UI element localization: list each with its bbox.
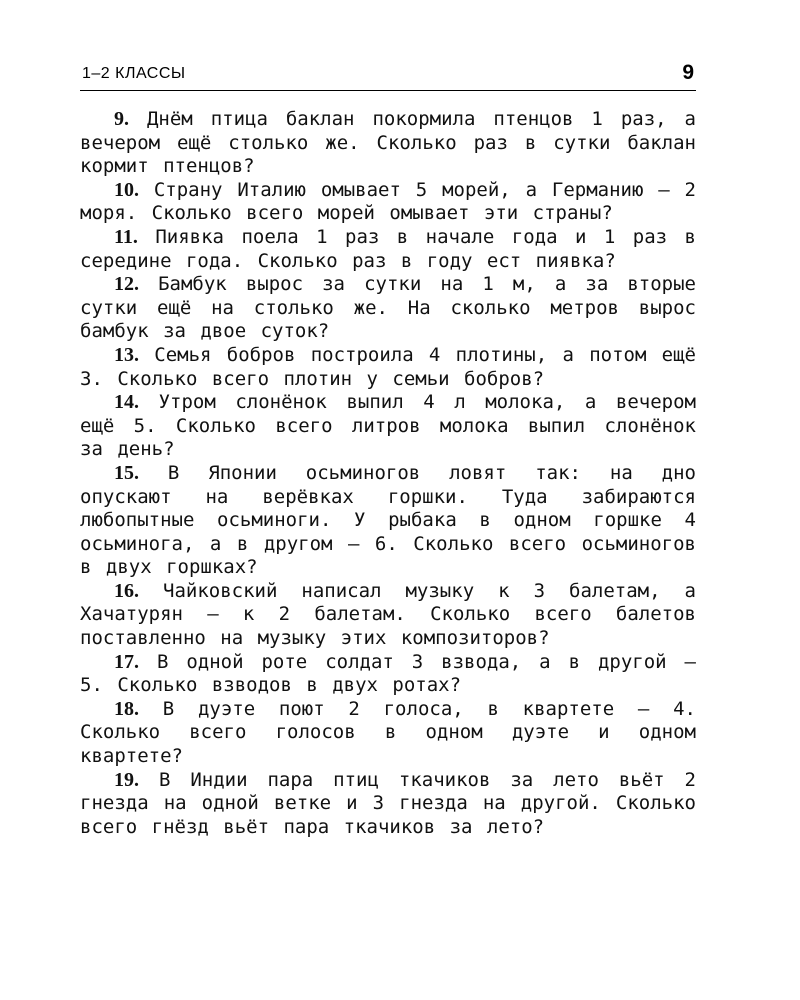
problem-18 (80, 698, 696, 769)
problem-number: 9. (114, 108, 129, 130)
problem-text: Пиявка поела 1 раз в начале года и 1 раз в середине года. Сколько раз в году ест пиявка? (80, 225, 696, 272)
problem-text: В Японии осьминогов ловят так: на дно опускают на верёвках горшки. Туда забираются любопытные осьминоги. У рыбака в одном горшке 4 осьминога, а в другом — 6. Сколько всего осьминогов в двух горшках? (80, 461, 696, 579)
problem-12 (80, 273, 696, 344)
problem-number: 14. (114, 391, 139, 414)
problem-number: 19. (114, 768, 139, 791)
problem-number: 15. (114, 461, 139, 484)
problem-text: В одной роте солдат 3 взвода, а в другой — 5. Сколько взводов в двух ротах? (80, 650, 696, 697)
section-title: 1–2 КЛАССЫ (82, 65, 186, 82)
problem-number: 18. (114, 697, 139, 720)
problem-number: 16. (114, 579, 139, 602)
problem-15 (80, 462, 696, 580)
problem-number: 10. (114, 178, 139, 201)
problem-text: Утром слонёнок выпил 4 л молока, а вечером ещё 5. Сколько всего литров молока выпил слонёнок за день? (80, 391, 696, 461)
book-page (80, 0, 696, 1000)
problem-number: 17. (114, 650, 139, 673)
problem-text: Днём птица баклан покормила птенцов 1 раз, а вечером ещё столько же. Сколько раз в сутки баклан кормит птенцов? (80, 108, 696, 178)
problem-text: Чайковский написал музыку к 3 балетам, а Хачатурян — к 2 балетам. Сколько всего балетов поставленно на музыку этих композиторов? (80, 579, 696, 650)
problem-list (80, 108, 696, 839)
problem-text: В Индии пара птиц ткачиков за лето вьёт 2 гнезда на одной ветке и 3 гнезда на другой. Сколько всего гнёзд вьёт пара ткачиков за лето? (80, 768, 696, 838)
problem-16 (80, 580, 696, 651)
problem-13 (80, 344, 696, 391)
page-number: 9 (682, 61, 694, 84)
problem-11 (80, 226, 696, 273)
problem-number: 11. (114, 225, 138, 248)
problem-19 (80, 769, 696, 840)
problem-text: В дуэте поют 2 голоса, в квартете — 4. Сколько всего голосов в одном дуэте и одном квартете? (80, 697, 696, 768)
problem-14 (80, 391, 696, 462)
problem-number: 12. (114, 273, 139, 296)
problem-10 (80, 179, 696, 226)
problem-text: Бамбук вырос за сутки на 1 м, а за вторые сутки ещё на столько же. На сколько метров вырос бамбук за двое суток? (80, 273, 696, 343)
problem-9 (80, 108, 696, 179)
running-header (80, 62, 696, 91)
problem-text: Страну Италию омывает 5 морей, а Германию — 2 моря. Сколько всего морей омывает эти страны? (80, 178, 696, 225)
problem-17 (80, 651, 696, 698)
problem-text: Семья бобров построила 4 плотины, а потом ещё 3. Сколько всего плотин у семьи бобров? (80, 343, 696, 390)
problem-number: 13. (114, 343, 139, 366)
